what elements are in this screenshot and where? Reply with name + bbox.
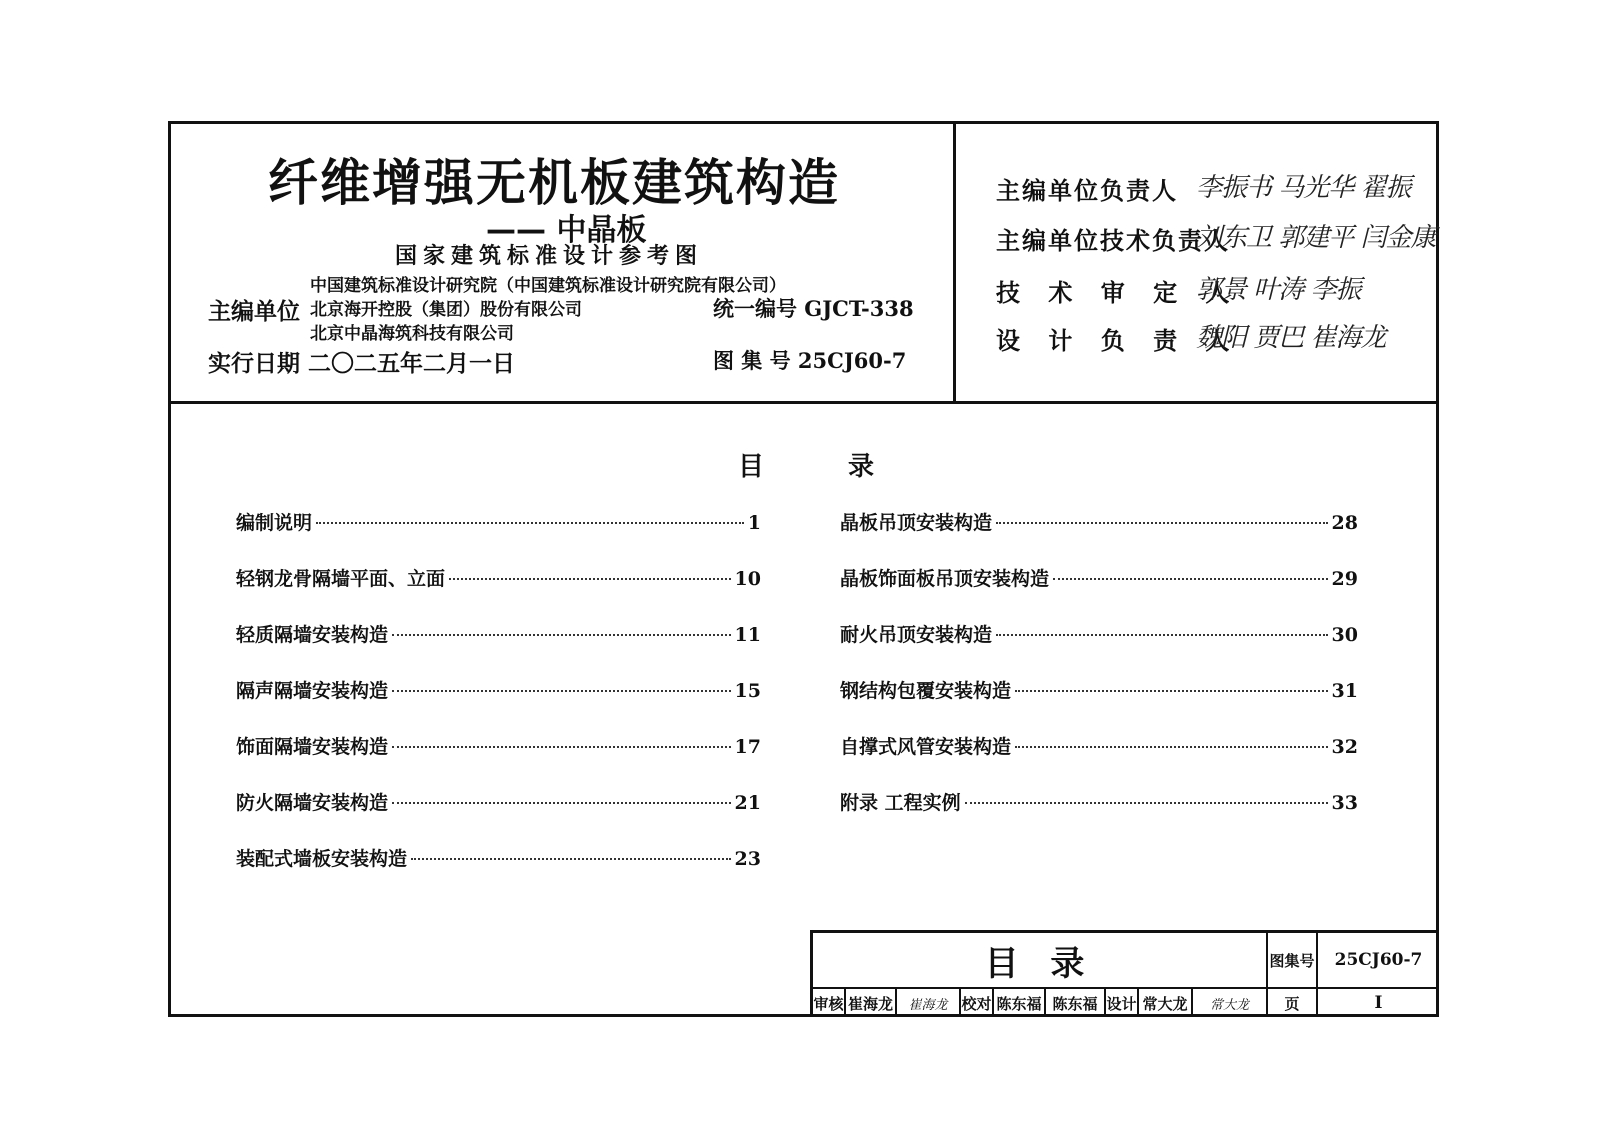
toc-page: 21 [734,792,761,814]
toc-page: 31 [1331,680,1358,702]
toc-page: 11 [734,624,761,646]
doc-title: 纤维增强无机板建筑构造 [268,154,840,212]
toc-leader [316,522,744,524]
page-label: 页 [1268,989,1318,1017]
design-label: 设计 [1106,989,1139,1017]
toc-entry[interactable] [840,788,1358,815]
toc-page: 33 [1331,792,1358,814]
sig-role-3: 技 术 审 定 人 [996,278,1240,307]
toc-entry[interactable] [840,508,1358,535]
toc-entry[interactable] [236,620,761,647]
toc-leader [392,690,731,692]
check-name: 陈东福 [994,989,1046,1017]
toc-label: 轻质隔墙安装构造 [236,624,389,646]
toc-leader [411,858,731,860]
toc-page: 23 [734,848,761,870]
check-signature: 陈东福 [1046,989,1106,1017]
review-label: 审核 [813,989,846,1017]
toc-page: 1 [747,512,761,534]
toc-label: 晶板吊顶安装构造 [840,512,993,534]
toc-entry[interactable] [236,564,761,591]
review-signature: 崔海龙 [897,989,961,1017]
toc-label: 装配式墙板安装构造 [236,848,408,870]
signature-image-2: 刘东卫 郭建平 闫金康 [1196,223,1436,253]
toc-page: 32 [1331,736,1358,758]
toc-label: 隔声隔墙安装构造 [236,680,389,702]
toc-leader [965,802,1328,804]
toc-entry[interactable] [236,788,761,815]
signature-area [956,121,1439,404]
toc-leader [1015,690,1328,692]
doc-subtitle: —— 中晶板 [486,213,647,248]
editor-unit-3: 北京中晶海筑科技有限公司 [310,324,514,344]
toc-leader [996,522,1328,524]
toc-label: 钢结构包覆安装构造 [840,680,1012,702]
toc-title-right: 录 [848,452,875,482]
toc-label: 耐火吊顶安装构造 [840,624,993,646]
toc-entry[interactable] [236,676,761,703]
toc-page: 17 [734,736,761,758]
doc-category: 国家建筑标准设计参考图 [395,243,704,269]
signature-image-1: 李振书 马光华 翟振 [1196,173,1411,203]
toc-leader [996,634,1328,636]
toc-entry[interactable] [236,508,761,535]
title-block-name: 目 录 [813,933,1268,989]
toc-entry[interactable] [840,620,1358,647]
toc-leader [449,578,731,580]
toc-page: 15 [734,680,761,702]
page-value: I [1374,993,1383,1013]
design-name: 常大龙 [1139,989,1193,1017]
toc-leader [392,802,731,804]
toc-label: 编制说明 [236,512,313,534]
toc-page: 30 [1331,624,1358,646]
toc-label: 防火隔墙安装构造 [236,792,389,814]
sig-role-1: 主编单位负责人 [996,176,1178,205]
toc-label: 晶板饰面板吊顶安装构造 [840,568,1050,590]
title-block-atlas-value: 25CJ60-7 [1318,933,1439,989]
toc-label: 轻钢龙骨隔墙平面、立面 [236,568,446,590]
toc-leader [392,746,731,748]
title-block [810,930,1439,1017]
editor-unit-1: 中国建筑标准设计研究院（中国建筑标准设计研究院有限公司） [310,276,786,296]
editor-label: 主编单位 [208,298,300,325]
toc-leader [392,634,731,636]
effective-date: 实行日期 二〇二五年二月一日 [208,350,516,377]
toc-label: 自撑式风管安装构造 [840,736,1012,758]
sig-role-2: 主编单位技术负责人 [996,226,1230,255]
atlas-number: 图 集 号 25CJ60-7 [713,348,907,373]
review-name: 崔海龙 [846,989,897,1017]
toc-entry[interactable] [840,732,1358,759]
toc-entry[interactable] [840,564,1358,591]
design-signature: 常大龙 [1193,989,1268,1017]
signature-image-4: 魏阳 贾巴 崔海龙 [1196,323,1386,353]
check-label: 校对 [961,989,994,1017]
toc-title-left: 目 [738,452,765,482]
toc-entry[interactable] [840,676,1358,703]
sig-role-4: 设 计 负 责 人 [996,326,1240,355]
title-area [168,121,956,404]
toc-entry[interactable] [236,732,761,759]
toc-page: 29 [1331,568,1358,590]
editor-unit-2: 北京海开控股（集团）股份有限公司 [310,300,582,320]
toc-page: 28 [1331,512,1358,534]
toc-label: 附录 工程实例 [840,792,961,814]
toc-page: 10 [734,568,761,590]
toc-entry[interactable] [236,844,761,871]
unified-code: 统一编号 GJCT-338 [713,296,914,321]
toc-leader [1053,578,1328,580]
toc-leader [1015,746,1328,748]
toc-label: 饰面隔墙安装构造 [236,736,389,758]
title-block-atlas-label: 图集号 [1268,933,1318,989]
signature-image-3: 郭景 叶涛 李振 [1196,275,1361,305]
